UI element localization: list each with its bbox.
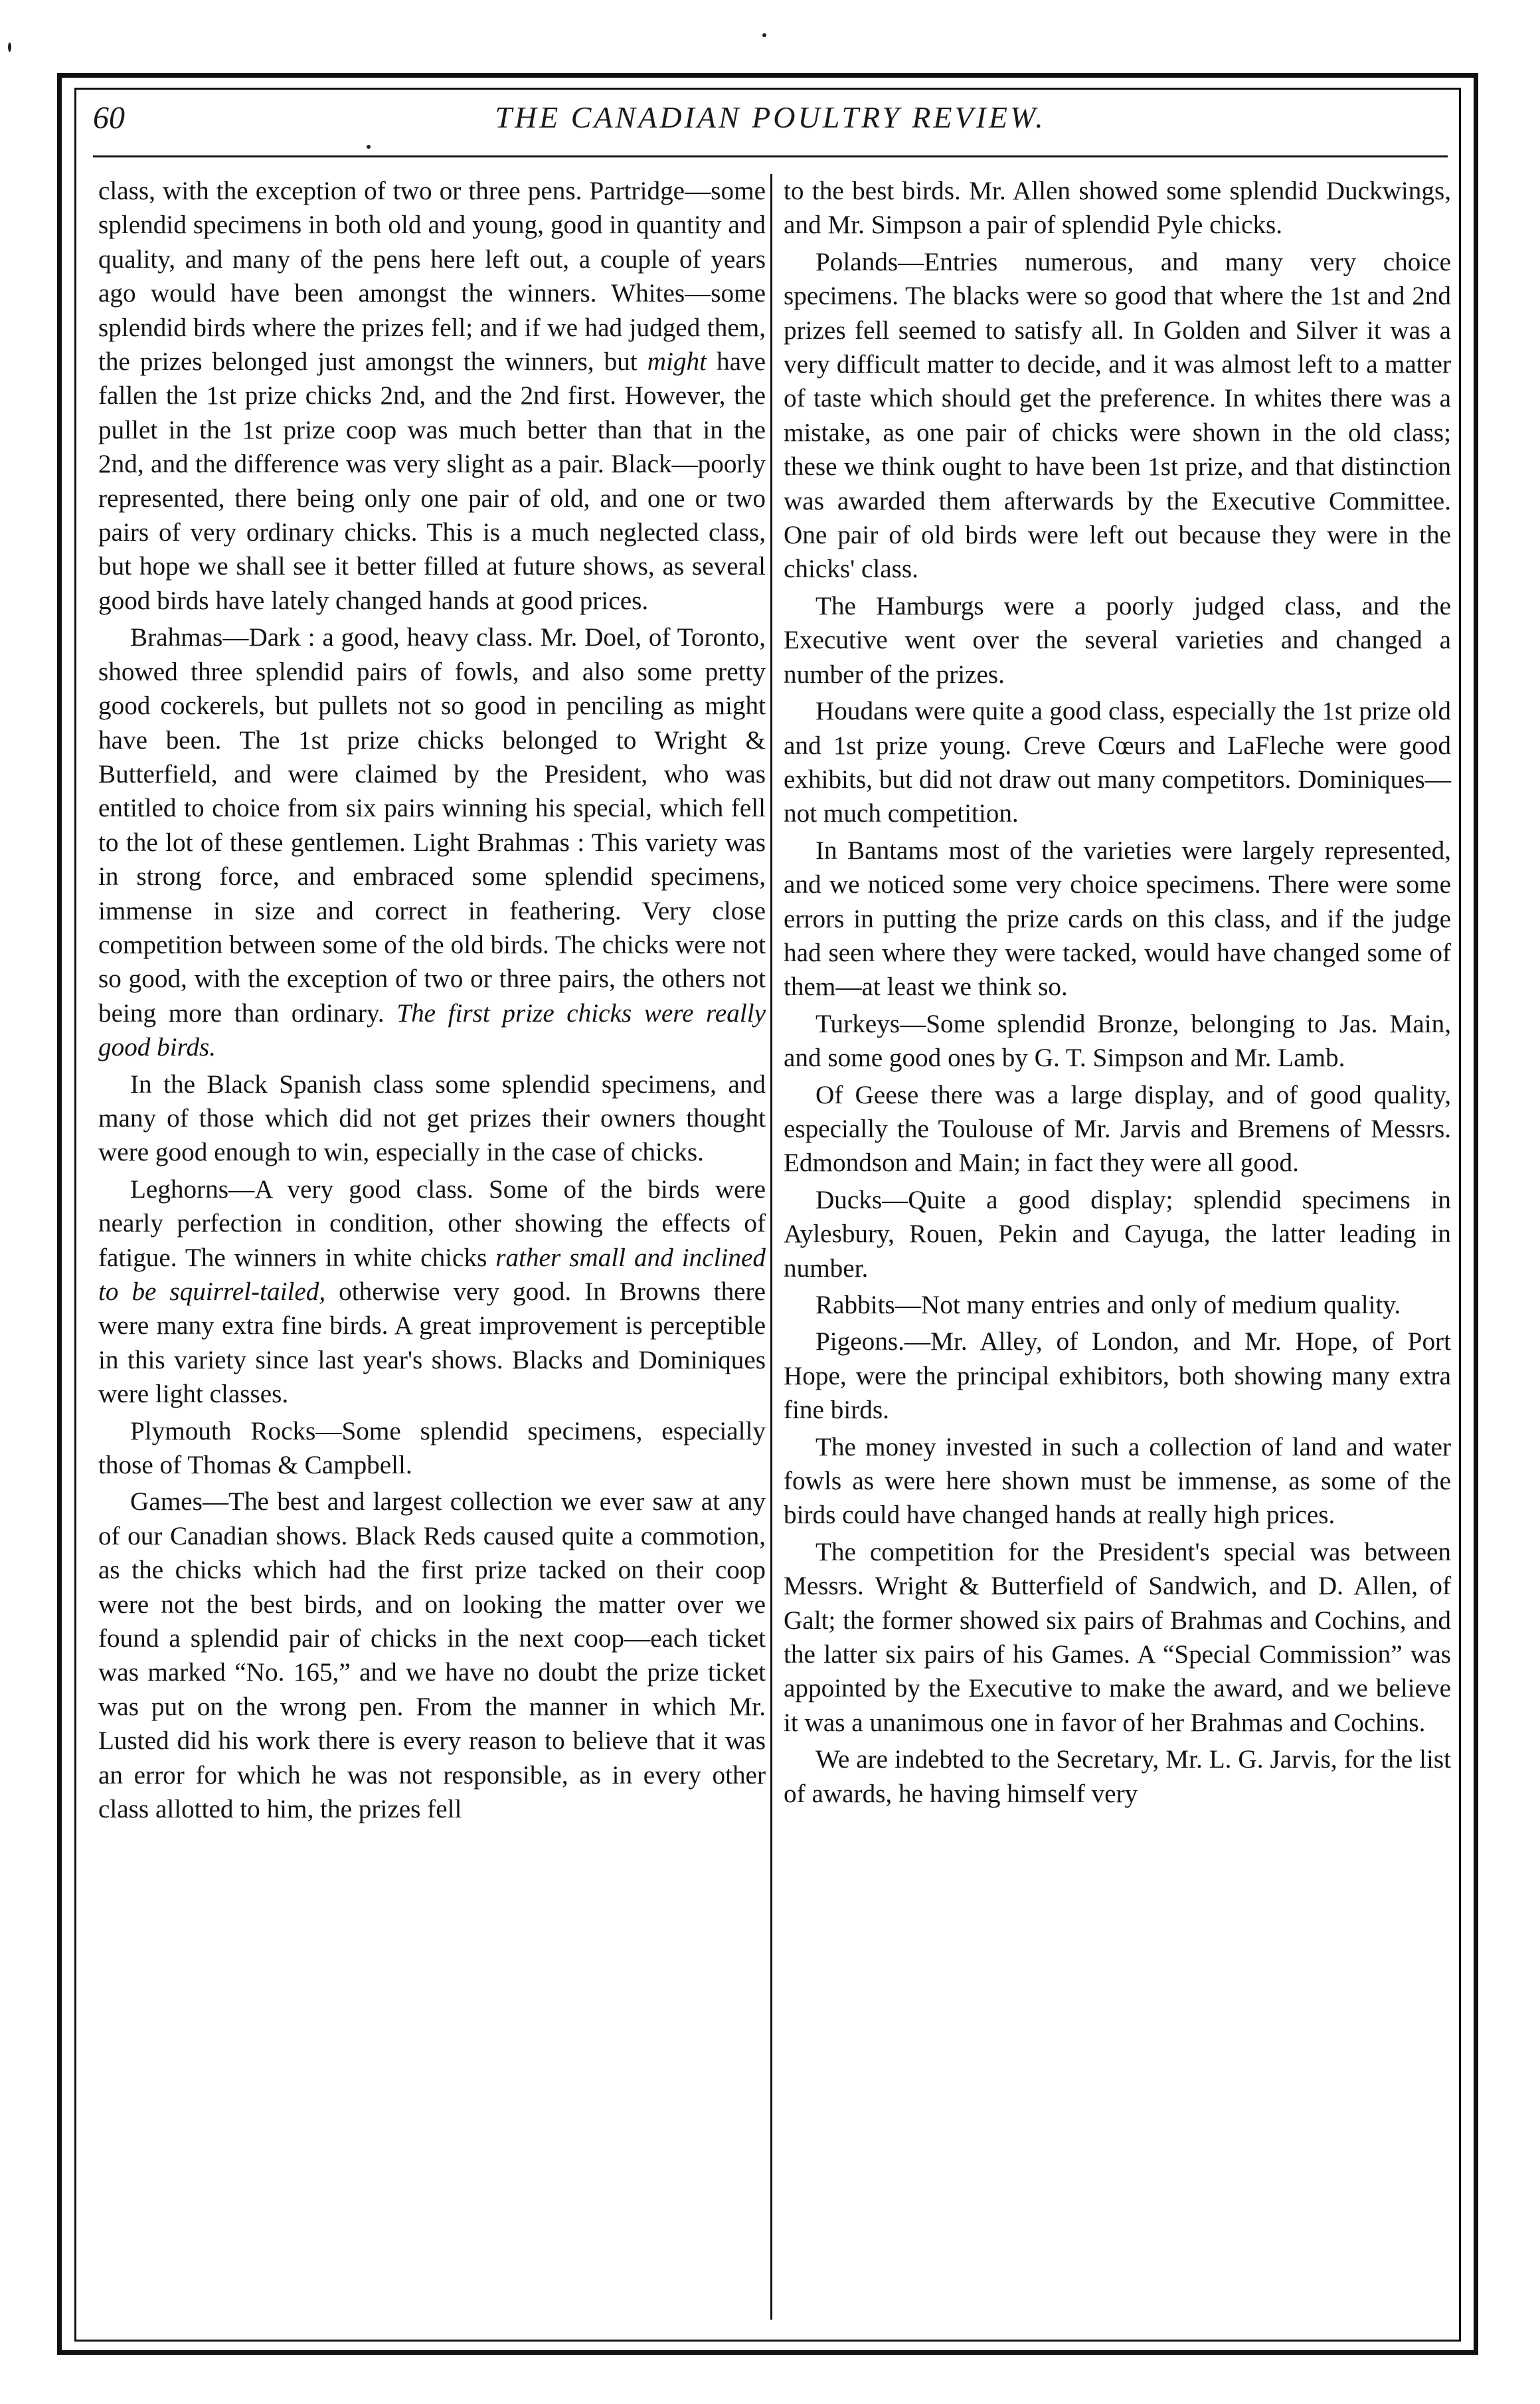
paragraph-text: Of Geese there was a large display, and of good quality, especially the Toulouse of Mr. Jarvis and Bremens of Messrs. Edmondson and Main; in fact they were all good. xyxy=(784,1080,1451,1178)
article-paragraph xyxy=(98,1485,766,1826)
paragraph-text: Leghorns—A very good class. Some of the birds were nearly perfection in condition, other showing the effects of fatigue. The winners in white chicks xyxy=(98,1174,766,1272)
paragraph-text: We are indebted to the Secretary, Mr. L. G. Jarvis, for the list of awards, he having himself very xyxy=(784,1745,1451,1808)
article-paragraph xyxy=(784,694,1451,831)
article-paragraph xyxy=(98,174,766,618)
print-speck xyxy=(8,43,11,52)
paragraph-text: Games—The best and largest collection we ever saw at any of our Canadian shows. Black Reds caused quite a commotion, as the chicks which had the first prize tacked on their coop were not the best birds, and on looking the matter over we found a splendid pair of chicks in the next coop—each ticket was marked “No. 165,” and we have no doubt the prize ticket was put on the wrong pen. From the manner in which Mr. Lusted did his work there is every reason to believe that it was an error for which he was not responsible, as in every other class allotted to him, the prizes fell xyxy=(98,1487,766,1824)
paragraph-text: Houdans were quite a good class, especially the 1st prize old and 1st prize young. Creve Cœurs and LaFleche were good exhibits, but did not draw out many competitors. Dominiques—not much competition. xyxy=(784,697,1451,828)
article-paragraph xyxy=(784,1007,1451,1075)
print-speck xyxy=(762,33,766,37)
running-title: THE CANADIAN POULTRY REVIEW. xyxy=(495,100,1046,134)
article-paragraph xyxy=(784,1078,1451,1180)
article-paragraph xyxy=(784,1183,1451,1285)
paragraph-text: Pigeons.—Mr. Alley, of London, and Mr. Hope, of Port Hope, were the principal exhibitors, both showing many extra fine birds. xyxy=(784,1327,1451,1425)
article-paragraph xyxy=(98,1172,766,1412)
header-rule xyxy=(93,155,1448,157)
right-column xyxy=(784,174,1451,1811)
paragraph-text: class, with the exception of two or three pens. Partridge—some splendid specimens in both old and young, good in quantity and quality, and many of the pens here left out, a couple of years ago would have been amongst the winners. Whites—some splendid birds where the prizes fell; and if we had judged them, the prizes belonged just amongst the winners, but xyxy=(98,177,766,377)
article-paragraph xyxy=(784,174,1451,242)
paragraph-text: In the Black Spanish class some splendid specimens, and many of those which did not get prizes their owners thought were good enough to win, especially in the case of chicks. xyxy=(98,1069,766,1167)
paragraph-text: have fallen the 1st prize chicks 2nd, and the 2nd first. However, the pullet in the 1st prize coop was much better than that in the 2nd, and the difference was very slight as a pair. Black—poorly represented, there being only one pair of old, and one or two pairs of very ordinary chicks. This is a much neglected class, but hope we shall see it better filled at future shows, as several good birds have lately changed hands at good prices. xyxy=(98,347,766,615)
column-divider xyxy=(770,174,772,2320)
italic-text: The first prize chicks were really good birds. xyxy=(98,998,766,1062)
article-paragraph xyxy=(784,245,1451,587)
paragraph-text: Brahmas—Dark : a good, heavy class. Mr. Doel, of Toronto, showed three splendid pairs of fowls, and also some pretty good cockerels, but pullets not so good in penciling as might have been. The 1st prize chicks belonged to Wright & Butterfield, and were claimed by the President, who was entitled to choice from six pairs winning his special, which fell to the lot of these gentlemen. Light Brahmas : This variety was in strong force, and embraced some splendid specimens, immense in size and correct in feathering. Very close competition between some of the old birds. The chicks were not so good, with the exception of two or three pairs, the others not being more than ordinary. xyxy=(98,623,766,1028)
article-paragraph xyxy=(98,1067,766,1170)
paragraph-text: otherwise very good. In Browns there were many extra fine birds. A great improvement is perceptible in this variety since last year's shows. Blacks and Dominiques were light classes. xyxy=(98,1277,766,1409)
left-column xyxy=(98,174,766,1827)
paragraph-text: Ducks—Quite a good display; splendid specimens in Aylesbury, Rouen, Pekin and Cayuga, the latter leading in number. xyxy=(784,1185,1451,1283)
article-paragraph xyxy=(784,1288,1451,1322)
article-paragraph xyxy=(784,1535,1451,1740)
page-header xyxy=(93,96,1448,155)
italic-text: rather small and inclined to be squirrel-tailed, xyxy=(98,1243,766,1306)
paragraph-text: to the best birds. Mr. Allen showed some splendid Duckwings, and Mr. Simpson a pair of splendid Pyle chicks. xyxy=(784,177,1451,240)
article-paragraph xyxy=(784,589,1451,692)
paragraph-text: Plymouth Rocks—Some splendid specimens, especially those of Thomas & Campbell. xyxy=(98,1416,766,1480)
paragraph-text: Rabbits—Not many entries and only of medium quality. xyxy=(815,1291,1401,1319)
page-number: 60 xyxy=(93,100,125,136)
paragraph-text: The competition for the President's special was between Messrs. Wright & Butterfield of Sandwich, and D. Allen, of Galt; the former showed six pairs of Brahmas and Cochins, and the latter six pairs of his Games. A “Special Commission” was appointed by the Executive to make the award, and we believe it was a unanimous one in favor of her Brahmas and Cochins. xyxy=(784,1537,1451,1737)
article-paragraph xyxy=(784,1430,1451,1532)
article-paragraph xyxy=(784,834,1451,1004)
article-paragraph xyxy=(98,1414,766,1483)
article-paragraph xyxy=(784,1325,1451,1427)
italic-text: might xyxy=(647,347,707,377)
paragraph-text: The money invested in such a collection of land and water fowls as were here shown must be immense, as some of the birds could have changed hands at really high prices. xyxy=(784,1432,1451,1530)
article-paragraph xyxy=(784,1742,1451,1811)
paragraph-text: Turkeys—Some splendid Bronze, belonging to Jas. Main, and some good ones by G. T. Simpson and Mr. Lamb. xyxy=(784,1009,1451,1073)
paragraph-text: In Bantams most of the varieties were largely represented, and we noticed some very choice specimens. There were some errors in putting the prize cards on this class, and if the judge had seen where they were tacked, would have changed some of them—at least we think so. xyxy=(784,836,1451,1002)
paragraph-text: The Hamburgs were a poorly judged class, and the Executive went over the several varieties and changed a number of the prizes. xyxy=(784,591,1451,689)
print-speck xyxy=(367,145,371,149)
paragraph-text: Polands—Entries numerous, and many very choice specimens. The blacks were so good that where the 1st and 2nd prizes fell seemed to satisfy all. In Golden and Silver it was a very difficult matter to decide, and it was almost left to a matter of taste which should get the preference. In whites there was a mistake, as one pair of chicks were shown in the old class; these we think ought to have been 1st prize, and that distinction was awarded them afterwards by the Executive Committee. One pair of old birds were left out because they were in the chicks' class. xyxy=(784,247,1451,584)
article-paragraph xyxy=(98,620,766,1064)
